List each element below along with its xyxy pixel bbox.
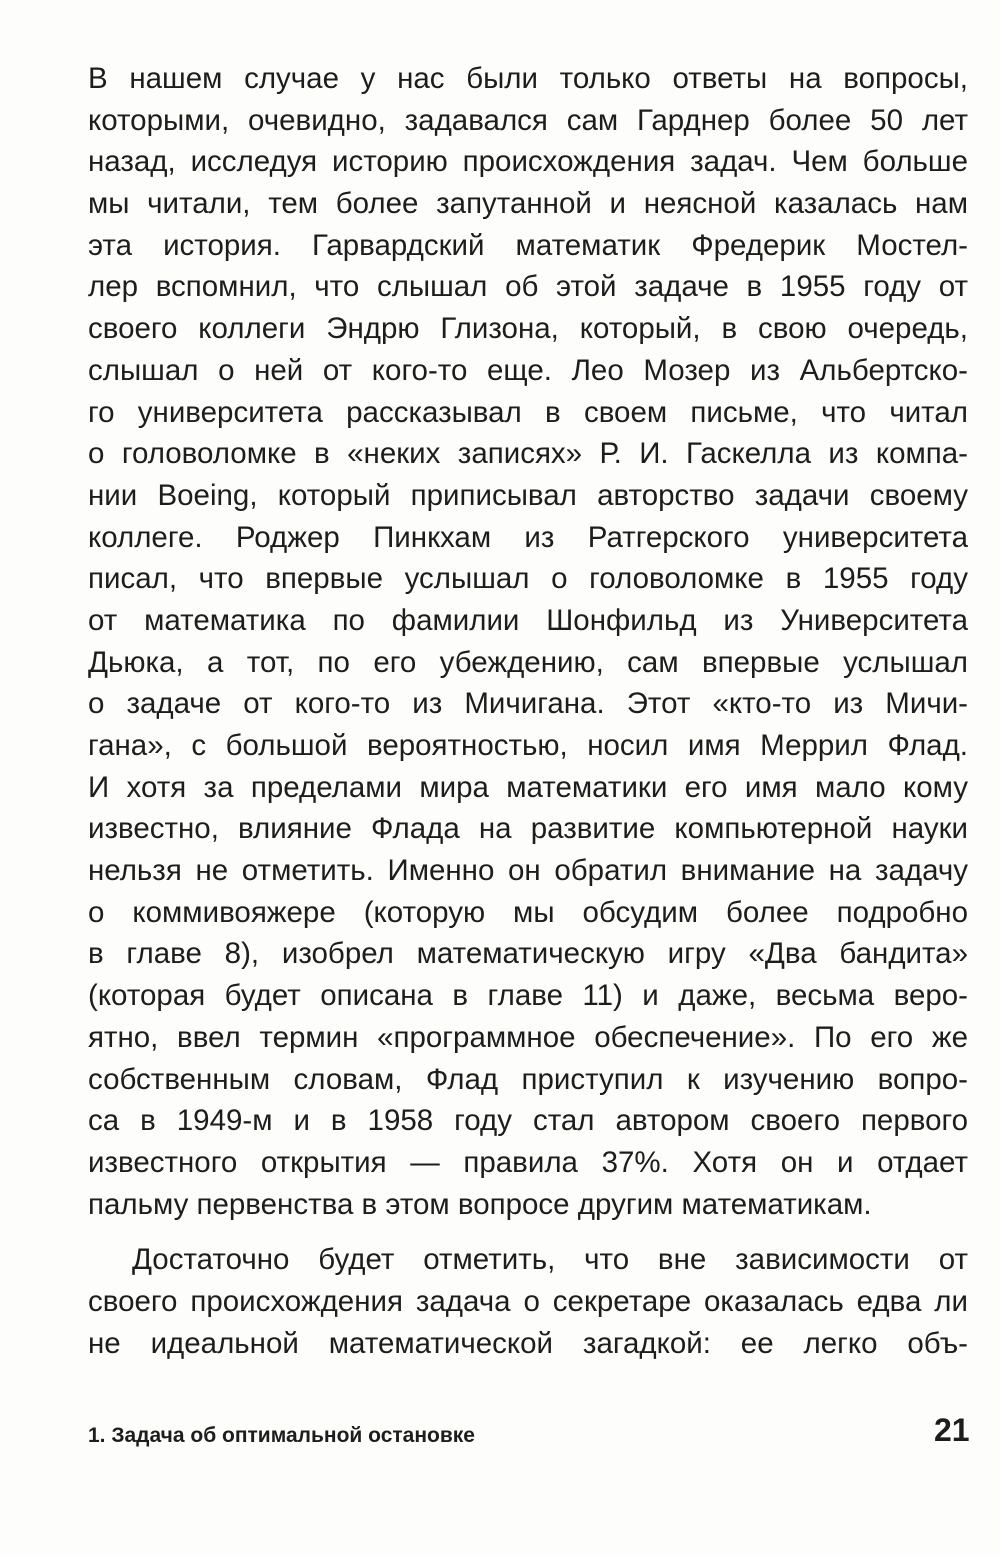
text-line: пальму первенства в этом вопросе другим математикам. (88, 1187, 872, 1221)
text-line: коллеге. Роджер Пинкхам из Ратгерского университета (88, 520, 968, 554)
text-line: в главе 8), изобрел математическую игру «Два бандита» (88, 937, 968, 971)
text-line: известно, влияние Флада на развитие компьютерной науки (88, 812, 968, 846)
text-line: нии Boeing, который приписывал авторство задачи своему (88, 478, 968, 512)
text-line: Достаточно будет отметить, что вне зависимости от (132, 1243, 968, 1277)
text-line: нельзя не отметить. Именно он обратил внимание на задачу (88, 854, 968, 888)
text-line: са в 1949-м и в 1958 году стал автором своего первого (88, 1104, 968, 1138)
paragraph-2 (88, 1239, 968, 1364)
text-line: (которая будет описана в главе 11) и даже, весьма веро- (88, 979, 968, 1013)
text-line: лер вспомнил, что слышал об этой задаче в 1955 году от (88, 270, 968, 304)
body-text (88, 58, 968, 1364)
paragraph-1 (88, 58, 968, 1225)
text-line: известного открытия — правила 37%. Хотя он и отдает (88, 1145, 968, 1179)
text-line: от математика по фамилии Шонфильд из Университета (88, 603, 968, 637)
paragraph-gap (88, 1225, 968, 1239)
text-line: о коммивояжере (которую мы обсудим более подробно (88, 895, 968, 929)
text-line: гана», с большой вероятностью, носил имя Меррил Флад. (88, 729, 968, 762)
text-line: о задаче от кого-то из Мичигана. Этот «кто-то из Мичи- (88, 687, 968, 721)
text-line: не идеальной математической загадкой: ее легко объ- (88, 1326, 968, 1360)
text-line: назад, исследуя историю происхождения задач. Чем больше (88, 145, 968, 179)
text-line: собственным словам, Флад приступил к изучению вопро- (88, 1062, 968, 1096)
page-number: 21 (934, 1412, 970, 1448)
text-line: писал, что впервые услышал о головоломке в 1955 году (88, 562, 968, 596)
text-line: ятно, ввел термин «программное обеспечение». По его же (88, 1020, 968, 1054)
text-line: го университета рассказывал в своем письме, что читал (88, 395, 968, 429)
running-footer-chapter-title: 1. Задача об оптимальной остановке (88, 1424, 475, 1447)
text-line: которыми, очевидно, задавался сам Гарднер более 50 лет (88, 103, 968, 137)
text-line: эта история. Гарвардский математик Фредерик Мостел- (88, 228, 968, 262)
text-line: своего происхождения задача о секретаре оказалась едва ли (88, 1284, 968, 1318)
text-line: И хотя за пределами мира математики его имя мало кому (88, 770, 968, 804)
text-line: своего коллеги Эндрю Глизона, который, в свою очередь, (88, 312, 968, 346)
text-line: о головоломке в «неких записях» Р. И. Гаскелла из компа- (88, 437, 968, 471)
text-line: Дьюка, а тот, по его убеждению, сам впервые услышал (88, 645, 968, 679)
text-line: слышал о ней от кого-то еще. Лео Мозер из Альбертско- (88, 353, 968, 387)
text-line: В нашем случае у нас были только ответы на вопросы, (88, 62, 968, 95)
text-line: мы читали, тем более запутанной и неясной казалась нам (88, 187, 968, 221)
